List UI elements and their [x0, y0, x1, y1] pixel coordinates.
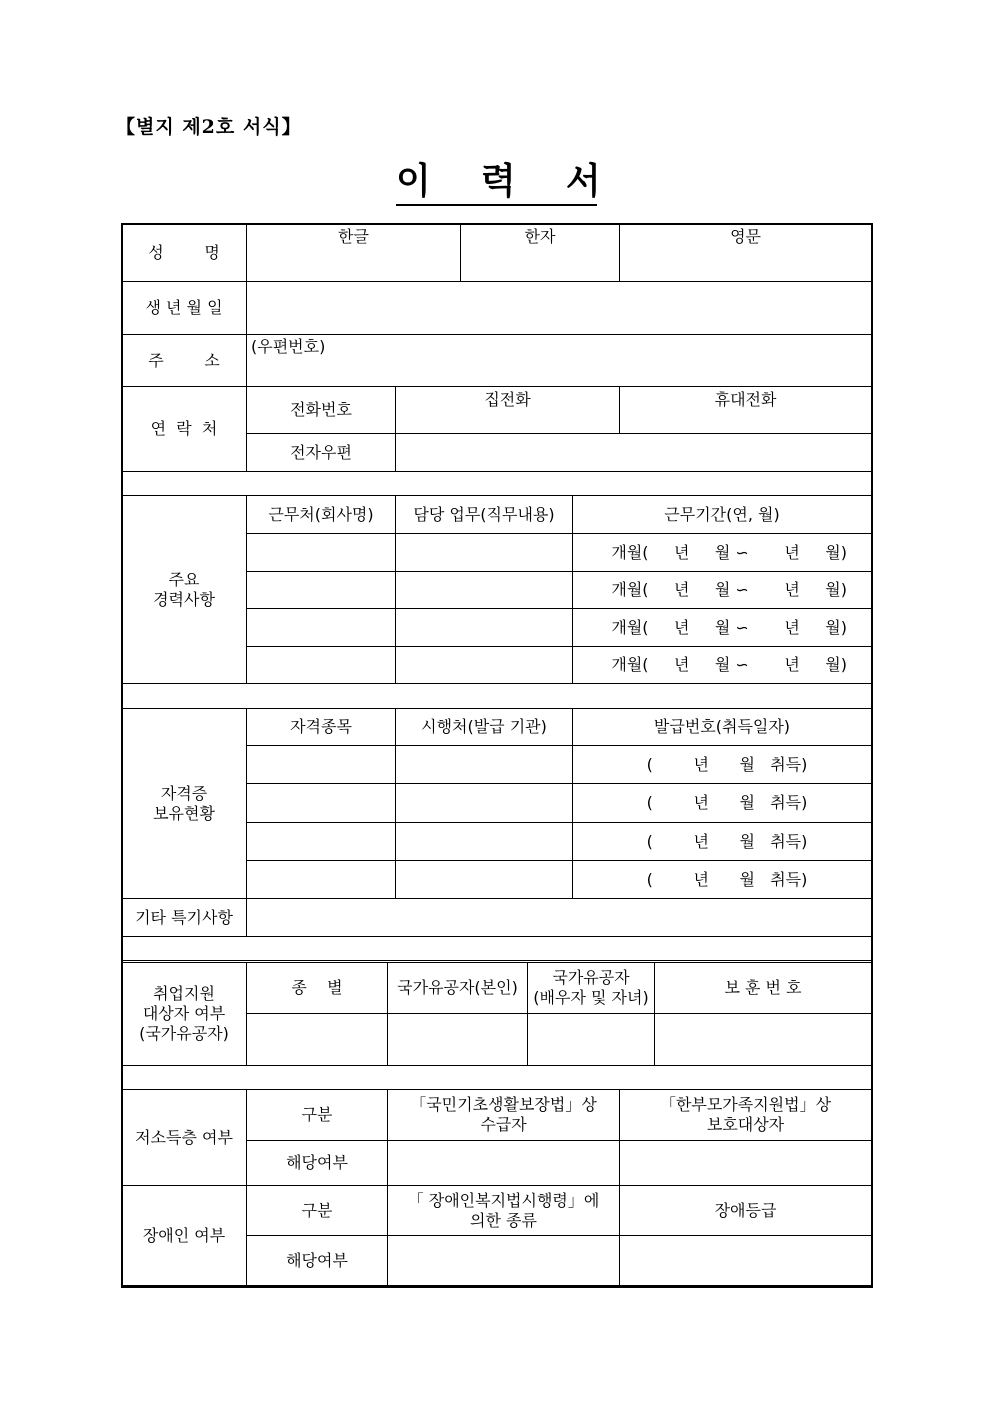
contact-label: 연 락 처 [122, 387, 247, 472]
career-period-field[interactable]: 개월( 년 월 ∽ 년 월) [573, 609, 872, 647]
form-number-label: 【별지 제2호 서식】 [116, 116, 302, 138]
name-hanja-field[interactable]: 한자 [461, 224, 620, 282]
birth-label: 생 년 월 일 [122, 282, 247, 335]
certificates-label: 자격증 보유현황 [122, 709, 247, 899]
career-duties-field[interactable] [396, 609, 573, 647]
cert-issuer-field[interactable] [396, 784, 573, 823]
career-duties-field[interactable] [396, 572, 573, 609]
veteran-number-field[interactable] [655, 1014, 872, 1066]
employment-header-self: 국가유공자(본인) [388, 963, 528, 1014]
cert-type-field[interactable] [247, 746, 396, 784]
home-phone-field[interactable]: 집전화 [396, 387, 620, 434]
career-duties-field[interactable] [396, 534, 573, 572]
career-header-period: 근무기간(연, 월) [573, 496, 872, 534]
cert-issuer-field[interactable] [396, 861, 573, 899]
employment-family-field[interactable] [528, 1014, 655, 1066]
document-title: 이 력 서 [396, 160, 597, 206]
cert-number-field[interactable]: ( 년 월 취득) [573, 861, 872, 899]
career-header-company: 근무처(회사명) [247, 496, 396, 534]
disability-applicable-label: 해당여부 [247, 1236, 388, 1286]
cert-number-field[interactable]: ( 년 월 취득) [573, 823, 872, 861]
employment-label: 취업지원 대상자 여부 (국가유공자) [122, 963, 247, 1066]
disability-grade-field[interactable] [620, 1236, 872, 1286]
low-income-category-label: 구분 [247, 1090, 388, 1141]
cert-number-field[interactable]: ( 년 월 취득) [573, 784, 872, 823]
spacer-row [122, 684, 872, 709]
cert-type-field[interactable] [247, 784, 396, 823]
career-company-field[interactable] [247, 647, 396, 684]
address-field[interactable]: (우편번호) [247, 335, 872, 387]
cert-number-field[interactable]: ( 년 월 취득) [573, 746, 872, 784]
other-label: 기타 특기사항 [122, 899, 247, 937]
career-label: 주요 경력사항 [122, 496, 247, 684]
name-label: 성 명 [122, 224, 247, 282]
name-english-field[interactable]: 영문 [620, 224, 872, 282]
birth-field[interactable] [247, 282, 872, 335]
career-company-field[interactable] [247, 572, 396, 609]
employment-header-family: 국가유공자 (배우자 및 자녀) [528, 963, 655, 1014]
employment-header-veteran-number: 보 훈 번 호 [655, 963, 872, 1014]
low-income-header-single-parent: 「한부모가족지원법」상 보호대상자 [620, 1090, 872, 1141]
personal-info-section [121, 223, 871, 496]
spacer-row [122, 472, 872, 496]
cert-type-field[interactable] [247, 861, 396, 899]
career-header-duties: 담당 업무(직무내용) [396, 496, 573, 534]
disability-category-label: 구분 [247, 1186, 388, 1236]
spacer-row [122, 1066, 872, 1090]
cert-type-field[interactable] [247, 823, 396, 861]
eligibility-section [121, 1089, 871, 1286]
email-label: 전자우편 [247, 434, 396, 472]
employment-support-section [121, 962, 871, 1090]
address-label: 주 소 [122, 335, 247, 387]
employment-header-type: 종 별 [247, 963, 388, 1014]
employment-type-field[interactable] [247, 1014, 388, 1066]
employment-self-field[interactable] [388, 1014, 528, 1066]
disability-header-grade: 장애등급 [620, 1186, 872, 1236]
disability-header-type: 「 장애인복지법시행령」에 의한 종류 [388, 1186, 620, 1236]
phone-label: 전화번호 [247, 387, 396, 434]
disability-label: 장애인 여부 [122, 1186, 247, 1286]
low-income-label: 저소득층 여부 [122, 1090, 247, 1186]
cert-issuer-field[interactable] [396, 746, 573, 784]
low-income-single-parent-field[interactable] [620, 1141, 872, 1186]
spacer-row [122, 937, 872, 961]
career-period-field[interactable]: 개월( 년 월 ∽ 년 월) [573, 572, 872, 609]
low-income-header-basic-livelihood: 「국민기초생활보장법」상 수급자 [388, 1090, 620, 1141]
career-section [121, 495, 871, 961]
name-hangul-field[interactable]: 한글 [247, 224, 461, 282]
career-company-field[interactable] [247, 609, 396, 647]
cert-header-type: 자격종목 [247, 709, 396, 746]
disability-type-field[interactable] [388, 1236, 620, 1286]
career-period-field[interactable]: 개월( 년 월 ∽ 년 월) [573, 534, 872, 572]
low-income-basic-livelihood-field[interactable] [388, 1141, 620, 1186]
cert-header-number: 발급번호(취득일자) [573, 709, 872, 746]
email-field[interactable] [396, 434, 872, 472]
career-company-field[interactable] [247, 534, 396, 572]
cert-header-issuer: 시행처(발급 기관) [396, 709, 573, 746]
low-income-applicable-label: 해당여부 [247, 1141, 388, 1186]
mobile-phone-field[interactable]: 휴대전화 [620, 387, 872, 434]
career-duties-field[interactable] [396, 647, 573, 684]
other-field[interactable] [247, 899, 872, 937]
career-period-field[interactable]: 개월( 년 월 ∽ 년 월) [573, 647, 872, 684]
cert-issuer-field[interactable] [396, 823, 573, 861]
